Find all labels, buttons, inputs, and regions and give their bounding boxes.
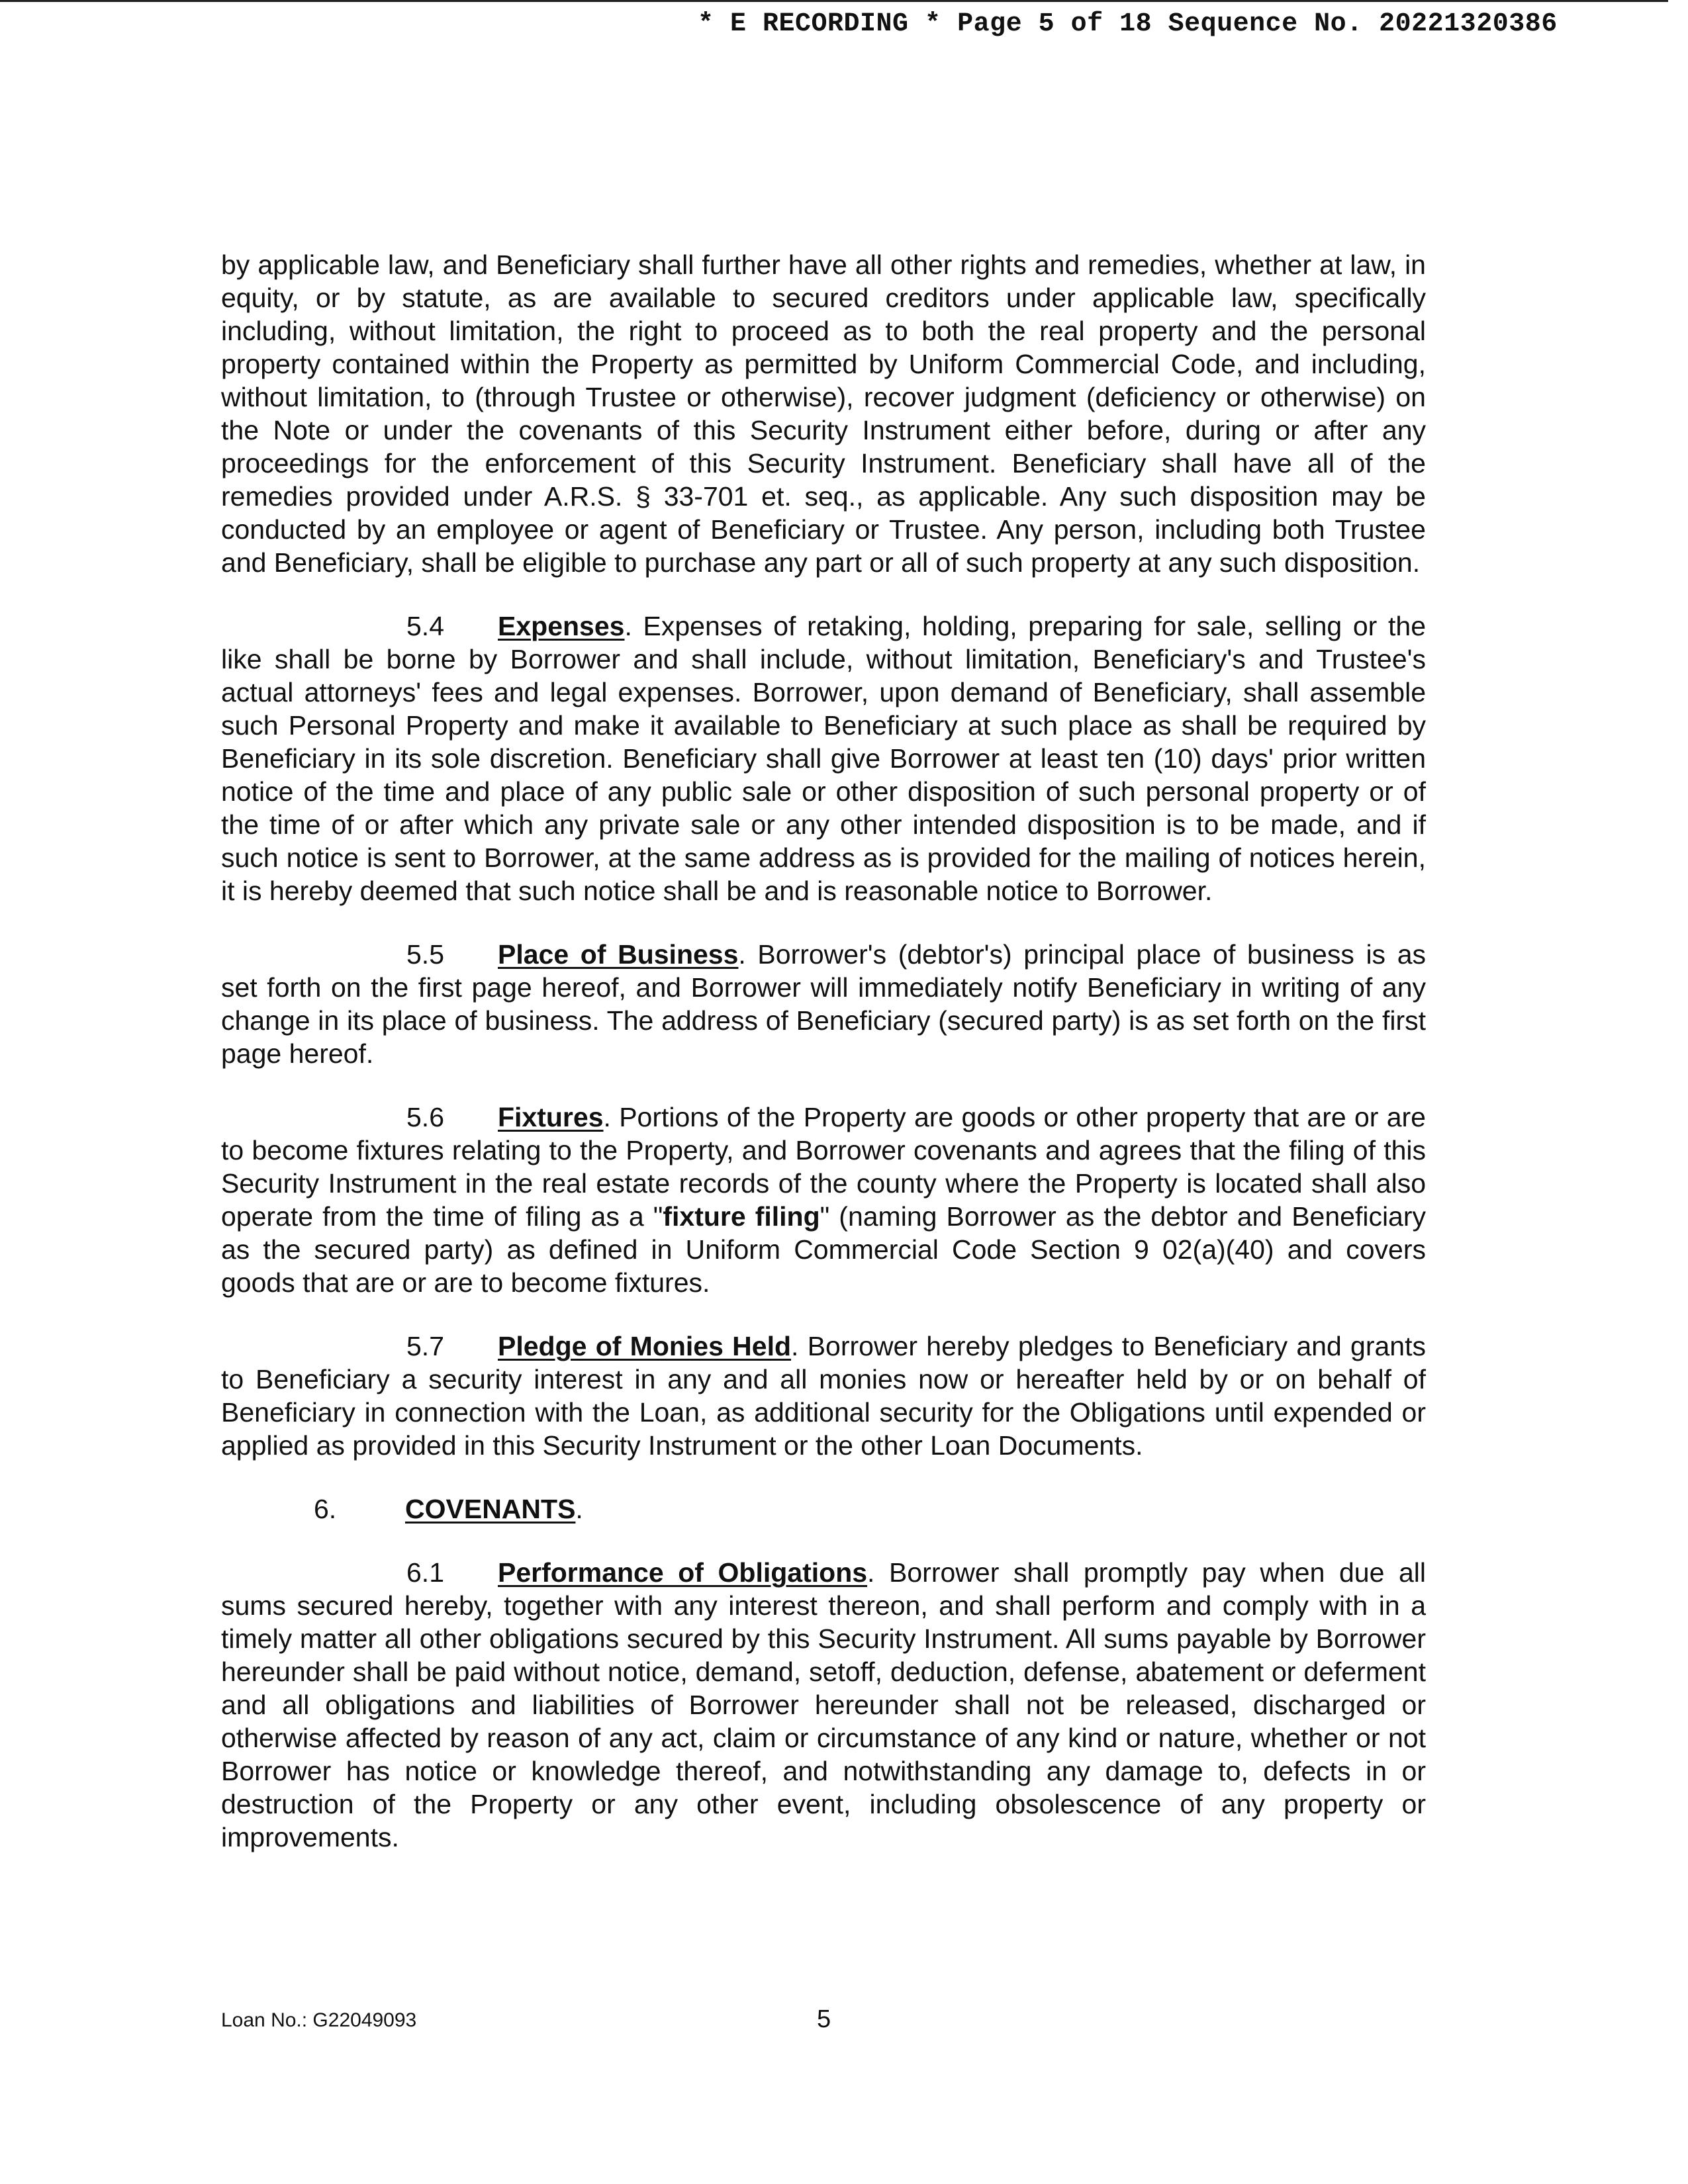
section-6-1 [221,1556,1426,1854]
top-border-rule [0,0,1668,2]
page-number: 5 [817,2005,831,2033]
fixture-filing-term: fixture filing [663,1201,820,1232]
section-number: 5.6 [406,1102,444,1132]
section-heading: Place of Business [498,939,739,970]
section-heading: Expenses [498,611,625,641]
article-6-heading [221,1492,1426,1525]
section-number: 6.1 [406,1557,444,1588]
section-text: . Borrower's (debtor's) principal place of business is as set forth on the first page hereof, and Borrower will immediately notify Beneficiary in writing of any change in its place of business. The address of Beneficiary (secured party) is as set forth on the first page hereof. [221,939,1426,1069]
article-number: 6. [314,1494,337,1524]
section-text: . Expenses of retaking, holding, preparing for sale, selling or the like shall be borne by Borrower and shall include, without limitation, Beneficiary's and Trustee's actual attorneys' fees and legal expenses. Borrower, upon demand of Beneficiary, shall assemble such Personal Property and make it available to Beneficiary at such place as shall be required by Beneficiary in its sole discretion. Beneficiary shall give Borrower at least ten (10) days' prior written notice of the time and place of any public sale or other disposition of such personal property or of the time of or after which any private sale or any other intended disposition is to be made, and if such notice is sent to Borrower, at the same address as is provided for the mailing of notices herein, it is hereby deemed that such notice shall be and is reasonable notice to Borrower. [221,611,1426,906]
loan-number: Loan No.: G22049093 [221,2009,417,2031]
section-heading: Pledge of Monies Held [498,1331,792,1361]
section-number: 5.5 [406,939,444,970]
section-text: . Borrower shall promptly pay when due all sums secured hereby, together with any interest thereon, and shall perform and comply with in a timely matter all other obligations secured by this Security Instrument. All sums payable by Borrower hereunder shall be paid without notice, demand, setoff, deduction, defense, abatement or deferment and all obligations and liabilities of Borrower hereunder shall not be released, discharged or otherwise affected by reason of any act, claim or circumstance of any kind or nature, whether or not Borrower has notice or knowledge thereof, and notwithstanding any damage to, defects in or destruction of the Property or any other event, including obsolescence of any property or improvements. [221,1557,1426,1852]
section-number: 5.4 [406,611,444,641]
section-number: 5.7 [406,1331,444,1361]
continuation-paragraph: by applicable law, and Beneficiary shall further have all other rights and remedies, whether at law, in equity, or by statute, as are available to secured creditors under applicable law, specifically including, without limitation, the right to proceed as to both the real property and the personal property contained within the Property as permitted by Uniform Commercial Code, and including, without limitation, to (through Trustee or otherwise), recover judgment (deficiency or otherwise) on the Note or under the covenants of this Security Instrument either before, during or after any proceedings for the enforcement of this Security Instrument. Beneficiary shall have all of the remedies provided under A.R.S. § 33-701 et. seq., as applicable. Any such disposition may be conducted by an employee or agent of Beneficiary or Trustee. Any person, including both Trustee and Beneficiary, shall be eligible to purchase any part or all of such property at any such disposition. [221,250,1426,578]
section-text: . Borrower hereby pledges to Beneficiary and grants to Beneficiary a security interest in any and all monies now or hereafter held by or on behalf of Beneficiary in connection with the Loan, as additional security for the Obligations until expended or applied as provided in this Security Instrument or the other Loan Documents. [221,1331,1426,1461]
article-title: COVENANTS [405,1494,576,1524]
article-punctuation: . [575,1494,583,1524]
section-heading: Fixtures [498,1102,604,1132]
section-5-6 [221,1101,1426,1299]
section-5-7 [221,1330,1426,1462]
section-text: . Portions of the Property are goods or other property that are or are to become fixtures relating to the Property, and Borrower covenants and agrees that the filing of this Security Instrument in the real estate records of the county where the Property is located shall also operate from the time of filing as a " [221,1102,1426,1232]
section-text-continued: " (naming Borrower as the debtor and Beneficiary as the secured party) as defined in Uniform Commercial Code Section 9 02(a)(40) and covers goods that are or are to become fixtures. [221,1201,1427,1298]
section-5-4 [221,610,1426,907]
section-5-5 [221,938,1426,1070]
recording-stamp: * E RECORDING * Page 5 of 18 Sequence No. 20221320386 [698,9,1558,39]
document-body [221,248,1426,1884]
section-heading: Performance of Obligations [498,1557,868,1588]
